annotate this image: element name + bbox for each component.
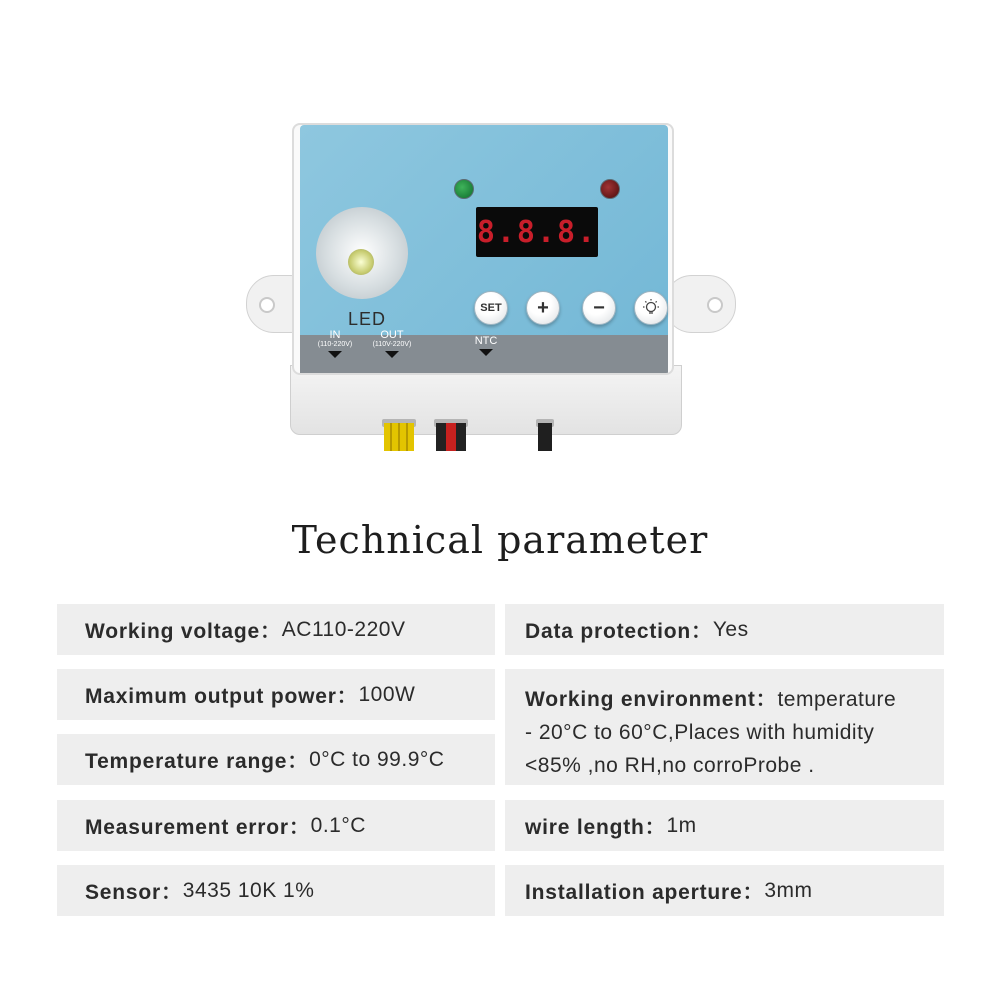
param-sensor <box>57 865 495 916</box>
down-arrow-icon <box>328 351 342 358</box>
mounting-hole-right <box>707 297 723 313</box>
terminal-in-label: IN <box>329 329 341 341</box>
param-value-line-1: temperature <box>777 688 897 711</box>
thermostat-product-image <box>240 115 740 465</box>
mounting-hole-left <box>259 297 275 313</box>
param-label: Temperature range： <box>85 749 310 773</box>
param-temperature-range <box>57 734 495 785</box>
terminal-in-voltage: (110-220V) <box>317 341 353 349</box>
mounting-ear-right <box>664 275 736 333</box>
param-working-voltage <box>57 604 495 655</box>
param-value: 0.1°C <box>310 813 366 837</box>
param-label: Working voltage： <box>85 619 282 643</box>
display-digits: 8.8.8. <box>476 214 598 250</box>
param-data-protection <box>505 604 944 655</box>
param-label: Maximum output power： <box>85 684 359 708</box>
terminal-out-voltage: (110V-220V) <box>372 341 412 349</box>
terminal-out-label: OUT <box>380 329 404 341</box>
param-value-line-3: <85% ,no RH,no corroProbe . <box>525 754 815 777</box>
terminal-out <box>366 329 418 358</box>
param-value: 100W <box>358 682 416 706</box>
param-value: 1m <box>666 813 697 837</box>
device-housing <box>290 365 682 435</box>
control-panel <box>300 125 668 335</box>
param-value: 3435 10K 1% <box>182 878 315 902</box>
param-working-environment <box>505 669 944 785</box>
param-value-line-2: - 20°C to 60°C,Places with humidity <box>525 721 875 744</box>
section-title: Technical parameter <box>291 518 709 562</box>
minus-button[interactable]: − <box>582 291 616 325</box>
led-bulb-icon <box>348 249 374 275</box>
param-measurement-error <box>57 800 495 851</box>
plus-button[interactable]: + <box>526 291 560 325</box>
terminal-ntc <box>466 335 506 356</box>
led-label: LED <box>348 309 387 329</box>
seven-segment-display <box>476 207 598 257</box>
down-arrow-icon <box>385 351 399 358</box>
input-wire <box>384 423 414 451</box>
param-wire-length <box>505 800 944 851</box>
param-label: Measurement error： <box>85 815 311 839</box>
output-wire <box>436 423 466 451</box>
param-value: 3mm <box>764 878 813 902</box>
down-arrow-icon <box>479 349 493 356</box>
param-label: Data protection： <box>525 619 713 643</box>
param-label: wire length： <box>525 815 667 839</box>
green-indicator-light <box>454 179 474 199</box>
light-button[interactable] <box>634 291 668 325</box>
param-label: Working environment： <box>525 688 778 711</box>
ntc-probe-wire <box>538 423 552 451</box>
param-value: AC110-220V <box>281 617 406 641</box>
terminal-ntc-label: NTC <box>474 335 498 347</box>
param-max-output-power <box>57 669 495 720</box>
param-label: Sensor： <box>85 880 183 904</box>
param-value: 0°C to 99.9°C <box>309 747 445 771</box>
param-installation-aperture <box>505 865 944 916</box>
param-label: Installation aperture： <box>525 880 765 904</box>
set-button[interactable]: SET <box>474 291 508 325</box>
red-indicator-light <box>600 179 620 199</box>
lightbulb-icon <box>641 298 661 318</box>
param-value: Yes <box>712 617 749 641</box>
terminal-in <box>308 329 362 358</box>
